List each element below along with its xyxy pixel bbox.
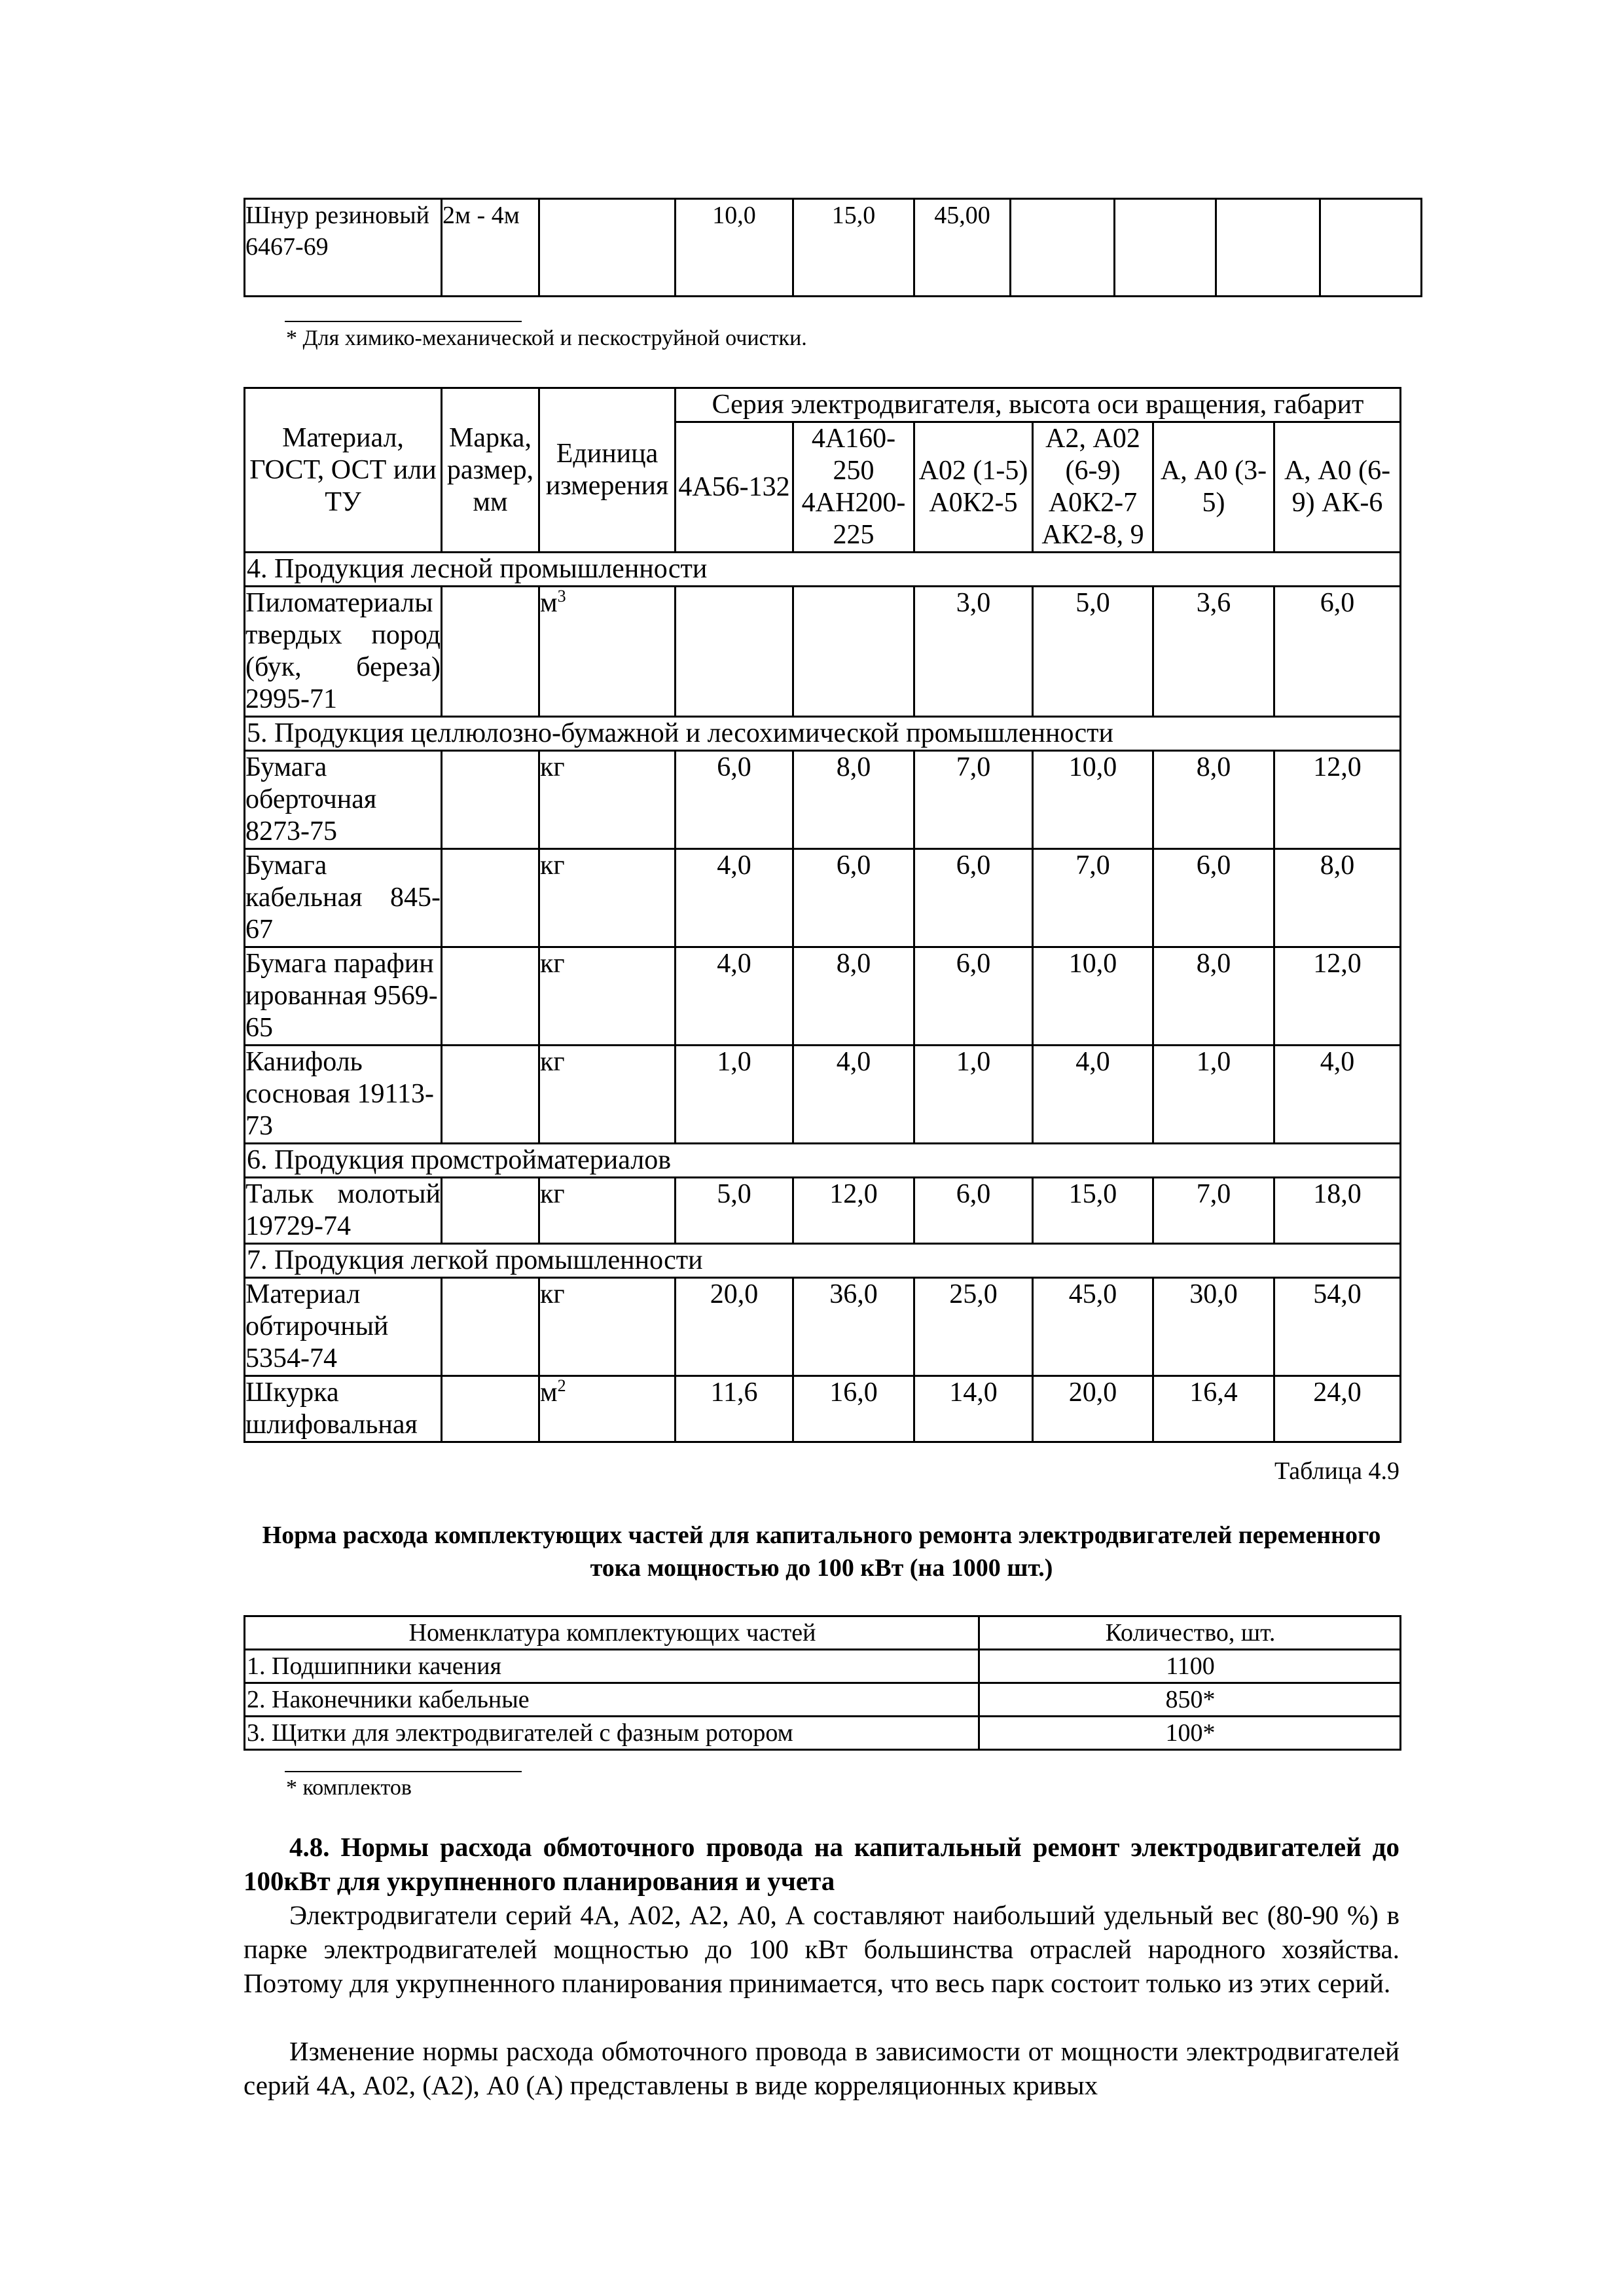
unit-cell: кг — [539, 751, 676, 849]
value-cell: 6,0 — [1274, 587, 1401, 717]
header-row — [245, 1616, 1401, 1650]
value-cell: 12,0 — [1274, 751, 1401, 849]
header-series-2: 4А160-250 4АН200-225 — [793, 422, 914, 553]
mark-cell: 2м - 4м — [442, 199, 539, 297]
value-cell: 15,0 — [793, 199, 914, 297]
mark-cell — [442, 1178, 539, 1244]
value-cell: 14,0 — [914, 1376, 1033, 1442]
value-cell: 7,0 — [1033, 849, 1153, 947]
empty-cell — [1320, 199, 1422, 297]
value-cell: 8,0 — [793, 947, 914, 1046]
table-row — [245, 1278, 1401, 1376]
unit-cell — [539, 199, 676, 297]
empty-cell — [1216, 199, 1320, 297]
footnote-divider — [285, 1771, 522, 1772]
value-cell: 4,0 — [1274, 1046, 1401, 1144]
section-row — [245, 553, 1401, 587]
header-unit: Единица измерения — [539, 388, 676, 553]
value-cell: 6,0 — [793, 849, 914, 947]
value-cell: 20,0 — [1033, 1376, 1153, 1442]
empty-cell — [1011, 199, 1115, 297]
unit-cell: $м^2$ — [539, 1376, 676, 1442]
value-cell: 6,0 — [914, 1178, 1033, 1244]
mark-cell — [442, 947, 539, 1046]
unit-cell: кг — [539, 1278, 676, 1376]
table-row — [245, 1683, 1401, 1717]
mark-cell — [442, 1376, 539, 1442]
value-cell: 1,0 — [676, 1046, 793, 1144]
value-cell: 6,0 — [676, 751, 793, 849]
value-cell: 6,0 — [914, 947, 1033, 1046]
material-cell: Шнур резиновый 6467-69 — [245, 199, 442, 297]
value-cell: 25,0 — [914, 1278, 1033, 1376]
value-cell: 20,0 — [676, 1278, 793, 1376]
value-cell: 45,0 — [1033, 1278, 1153, 1376]
header-series-1: 4А56-132 — [676, 422, 793, 553]
table-row — [245, 1717, 1401, 1750]
table-row — [245, 587, 1401, 717]
mark-cell — [442, 1278, 539, 1376]
header-series-5: А, А0 (3-5) — [1153, 422, 1274, 553]
material-name: Бумага оберточная 8273-75 — [245, 751, 442, 849]
table-row — [245, 1650, 1401, 1683]
materials-table — [244, 387, 1401, 1443]
value-cell: 3,0 — [914, 587, 1033, 717]
section-label: 4. Продукция лесной промышленности — [245, 553, 1401, 587]
value-cell: 10,0 — [1033, 947, 1153, 1046]
value-cell: 30,0 — [1153, 1278, 1274, 1376]
value-cell: 8,0 — [1153, 947, 1274, 1046]
component-quantity: 1100 — [979, 1650, 1401, 1683]
mark-cell — [442, 849, 539, 947]
table-row — [245, 1376, 1401, 1442]
header-material: Материал, ГОСТ, ОСТ или ТУ — [245, 388, 442, 553]
value-cell: 54,0 — [1274, 1278, 1401, 1376]
footnote-text: * комплектов — [286, 1776, 412, 1800]
material-name: Тальк молотый 19729-74 — [245, 1178, 442, 1244]
value-cell: 36,0 — [793, 1278, 914, 1376]
value-cell: 11,6 — [676, 1376, 793, 1442]
value-cell: 8,0 — [1153, 751, 1274, 849]
value-cell: 4,0 — [793, 1046, 914, 1144]
value-cell: 5,0 — [1033, 587, 1153, 717]
value-cell — [676, 587, 793, 717]
unit-cell: кг — [539, 849, 676, 947]
header-series-3: А02 (1-5) А0К2-5 — [914, 422, 1033, 553]
header-row — [245, 388, 1401, 422]
value-cell: 45,00 — [914, 199, 1011, 297]
material-name: Пиломатериалы твердых пород (бук, береза) 2995-71 — [245, 587, 442, 717]
value-cell: 16,4 — [1153, 1376, 1274, 1442]
paragraph: Электродвигатели серий 4А, А02, А2, А0, А составляют наибольший удельный вес (80-90 %) в парке электродвигателей мощностью до 100 кВт большинства отраслей народного хозяйства. Поэтому для укрупненного планирования принимается, что весь парк состоит только из этих серий. — [244, 1900, 1399, 1998]
header-name: Номенклатура комплектующих частей — [245, 1616, 979, 1650]
table-row — [245, 947, 1401, 1046]
unit-cell: кг — [539, 947, 676, 1046]
value-cell: 18,0 — [1274, 1178, 1401, 1244]
value-cell: 15,0 — [1033, 1178, 1153, 1244]
footnote-text: * Для химико-механической и пескоструйной очистки. — [286, 326, 807, 350]
material-name: Канифоль сосновая 19113-73 — [245, 1046, 442, 1144]
mark-cell — [442, 1046, 539, 1144]
table-row — [245, 849, 1401, 947]
mark-cell — [442, 751, 539, 849]
unit-cell: кг — [539, 1046, 676, 1144]
component-name: 1. Подшипники качения — [245, 1650, 979, 1683]
header-quantity: Количество, шт. — [979, 1616, 1401, 1650]
value-cell: 6,0 — [1153, 849, 1274, 947]
value-cell: 5,0 — [676, 1178, 793, 1244]
table-row — [245, 1178, 1401, 1244]
component-quantity: 850* — [979, 1683, 1401, 1717]
section-heading: 4.8. Нормы расхода обмоточного провода на капитальный ремонт электродвигателей до 100кВт для укрупненного планирования и учета — [244, 1832, 1399, 1896]
table-row — [245, 199, 1422, 297]
table-title: Норма расхода комплектующих частей для капитального ремонта электродвигателей переменного тока мощностью до 100 кВт (на 1000 шт.) — [262, 1522, 1381, 1582]
table-row — [245, 1046, 1401, 1144]
value-cell — [793, 587, 914, 717]
value-cell: 4,0 — [1033, 1046, 1153, 1144]
header-mark: Марка, размер, мм — [442, 388, 539, 553]
header-series: Серия электродвигателя, высота оси вращения, габарит — [676, 388, 1401, 422]
table-row — [245, 751, 1401, 849]
value-cell: 8,0 — [1274, 849, 1401, 947]
material-name: Бумага кабельная 845-67 — [245, 849, 442, 947]
material-name: Шкурка шлифовальная — [245, 1376, 442, 1442]
value-cell: 12,0 — [1274, 947, 1401, 1046]
value-cell: 24,0 — [1274, 1376, 1401, 1442]
components-table — [244, 1615, 1401, 1751]
empty-cell — [1115, 199, 1216, 297]
component-name: 2. Наконечники кабельные — [245, 1683, 979, 1717]
section-label: 6. Продукция промстройматериалов — [245, 1144, 1401, 1178]
paragraph: Изменение нормы расхода обмоточного провода в зависимости от мощности электродвигателей серий 4А, А02, (А2), А0 (А) представлены в виде корреляционных кривых — [244, 2036, 1399, 2100]
value-cell: 3,6 — [1153, 587, 1274, 717]
footnote-divider — [285, 321, 522, 322]
material-name: Материал обтирочный 5354-74 — [245, 1278, 442, 1376]
section-row — [245, 1144, 1401, 1178]
value-cell: 12,0 — [793, 1178, 914, 1244]
value-cell: 1,0 — [1153, 1046, 1274, 1144]
section-label: 7. Продукция легкой промышленности — [245, 1244, 1401, 1278]
value-cell: 1,0 — [914, 1046, 1033, 1144]
value-cell: 7,0 — [914, 751, 1033, 849]
section-row — [245, 1244, 1401, 1278]
value-cell: 10,0 — [1033, 751, 1153, 849]
mark-cell — [442, 587, 539, 717]
component-name: 3. Щитки для электродвигателей с фазным ротором — [245, 1717, 979, 1750]
header-series-4: А2, А02 (6-9) А0К2-7 АК2-8, 9 — [1033, 422, 1153, 553]
section-row — [245, 717, 1401, 751]
unit-cell: кг — [539, 1178, 676, 1244]
section-label: 5. Продукция целлюлозно-бумажной и лесохимической промышленности — [245, 717, 1401, 751]
component-quantity: 100* — [979, 1717, 1401, 1750]
value-cell: 6,0 — [914, 849, 1033, 947]
value-cell: 4,0 — [676, 947, 793, 1046]
value-cell: 16,0 — [793, 1376, 914, 1442]
value-cell: 7,0 — [1153, 1178, 1274, 1244]
unit-cell: $м^3$ — [539, 587, 676, 717]
value-cell: 10,0 — [676, 199, 793, 297]
material-name: Бумага парафинированная 9569-65 — [245, 947, 442, 1046]
table-caption: Таблица 4.9 — [1274, 1457, 1399, 1485]
value-cell: 4,0 — [676, 849, 793, 947]
header-series-6: А, А0 (6-9) АК-6 — [1274, 422, 1401, 553]
value-cell: 8,0 — [793, 751, 914, 849]
top-fragment-table — [244, 198, 1422, 297]
